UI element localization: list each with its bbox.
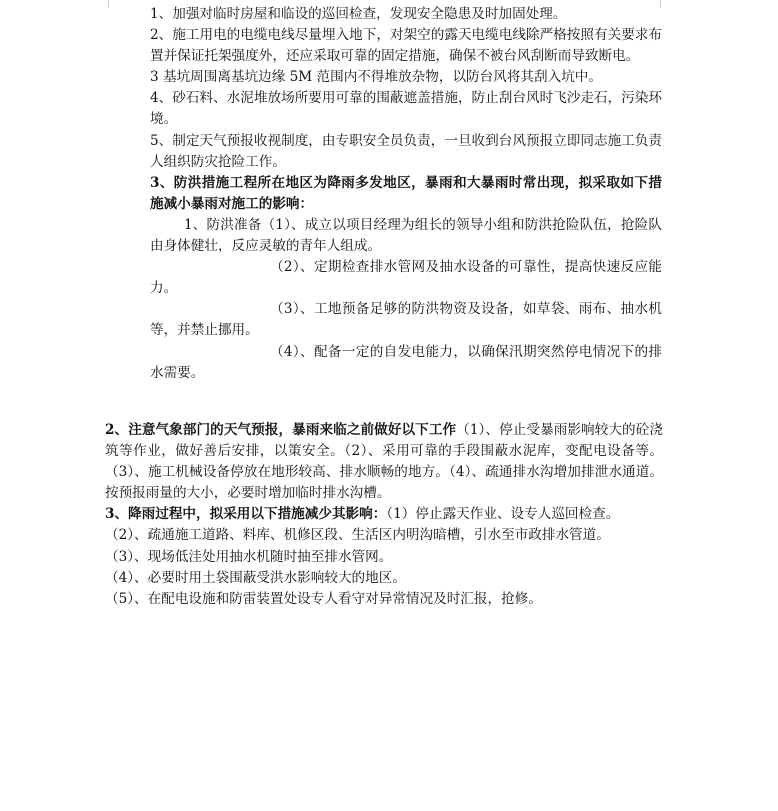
weather-forecast-paragraph: [105, 420, 663, 504]
flood-item-1: 1、防洪准备（1）、成立以项目经理为组长的领导小组和防洪抢险队伍，抢险队由身体健壮，反应灵敏的青年人组成。: [150, 216, 662, 255]
flood-item-3: （3）、工地预备足够的防洪物资及设备，如草袋、雨布、抽水机等，并禁止挪用。: [150, 301, 662, 339]
typhoon-measures-section: [150, 4, 662, 384]
during-rain-heading: 3、降雨过程中，拟采用以下措施减少其影响：: [105, 506, 387, 523]
flood-item-2: （2）、定期检查排水管网及抽水设备的可靠性，提高快速反应能力。: [150, 259, 662, 297]
paragraph-item-5: 5、制定天气预报收视制度，由专职安全员负责，一旦收到台风预报立即同志施工负责人组织防灾抢险工作。: [150, 132, 662, 170]
weather-forecast-heading: 2、注意气象部门的天气预报，暴雨来临之前做好以下工作: [105, 422, 457, 438]
flood-item-4: （4）、配备一定的自发电能力，以确保汛期突然停电情况下的排水需要。: [150, 343, 662, 381]
during-rain-line-3: （3）、现场低洼处用抽水机随时抽至排水管网。: [105, 548, 393, 565]
page-corner-mark-left: [84, 0, 109, 8]
paragraph-item-3: 3 基坑周围离基坑边缘 5M 范围内不得堆放杂物，以防台风将其刮入坑中。: [150, 69, 602, 86]
paragraph-item-2: 2、施工用电的电缆电线尽量埋入地下，对架空的露天电缆电线除严格按照有关要求布置并保证托架强度外，还应采取可靠的固定措施，确保不被台风刮断而导致断电。: [150, 27, 662, 65]
paragraph-item-1: 1、加强对临时房屋和临设的巡回检查，发现安全隐患及时加固处理。: [150, 6, 567, 22]
flood-measures-heading: 3、防洪措施工程所在地区为降雨多发地区，暴雨和大暴雨时常出现，拟采取如下措施减小暴雨对施工的影响：: [150, 174, 662, 212]
during-rain-line-2: （2）、疏通施工道路、料库、机修区段、生活区内明沟暗槽，引水至市政排水管道。: [105, 527, 610, 544]
paragraph-item-4: 4、砂石料、水泥堆放场所要用可靠的围蔽遮盖措施，防止刮台风时飞沙走石，污染环境。: [150, 90, 662, 128]
weather-forecast-text: （1）、停止受暴雨影响较大的砼浇筑等作业，做好善后安排，以策安全。（2）、采用可靠的手段围蔽水泥库，变配电设备等。（3）、施工机械设备停放在地形较高、排水顺畅的地方。（4）、疏通排水沟增加排泄水通道。按预报雨量的大小，必要时增加临时排水沟槽。: [105, 422, 663, 502]
page-corner-mark-right: [660, 0, 685, 8]
during-rain-paragraph: [105, 504, 663, 525]
during-rain-text: （1）停止露天作业、设专人巡回检查。: [386, 506, 620, 523]
rainstorm-measures-section: [105, 420, 663, 610]
during-rain-line-4: （4）、必要时用土袋围蔽受洪水影响较大的地区。: [105, 569, 406, 586]
during-rain-line-5: （5）、在配电设施和防雷装置处设专人看守对异常情况及时汇报，抢修。: [105, 590, 542, 607]
